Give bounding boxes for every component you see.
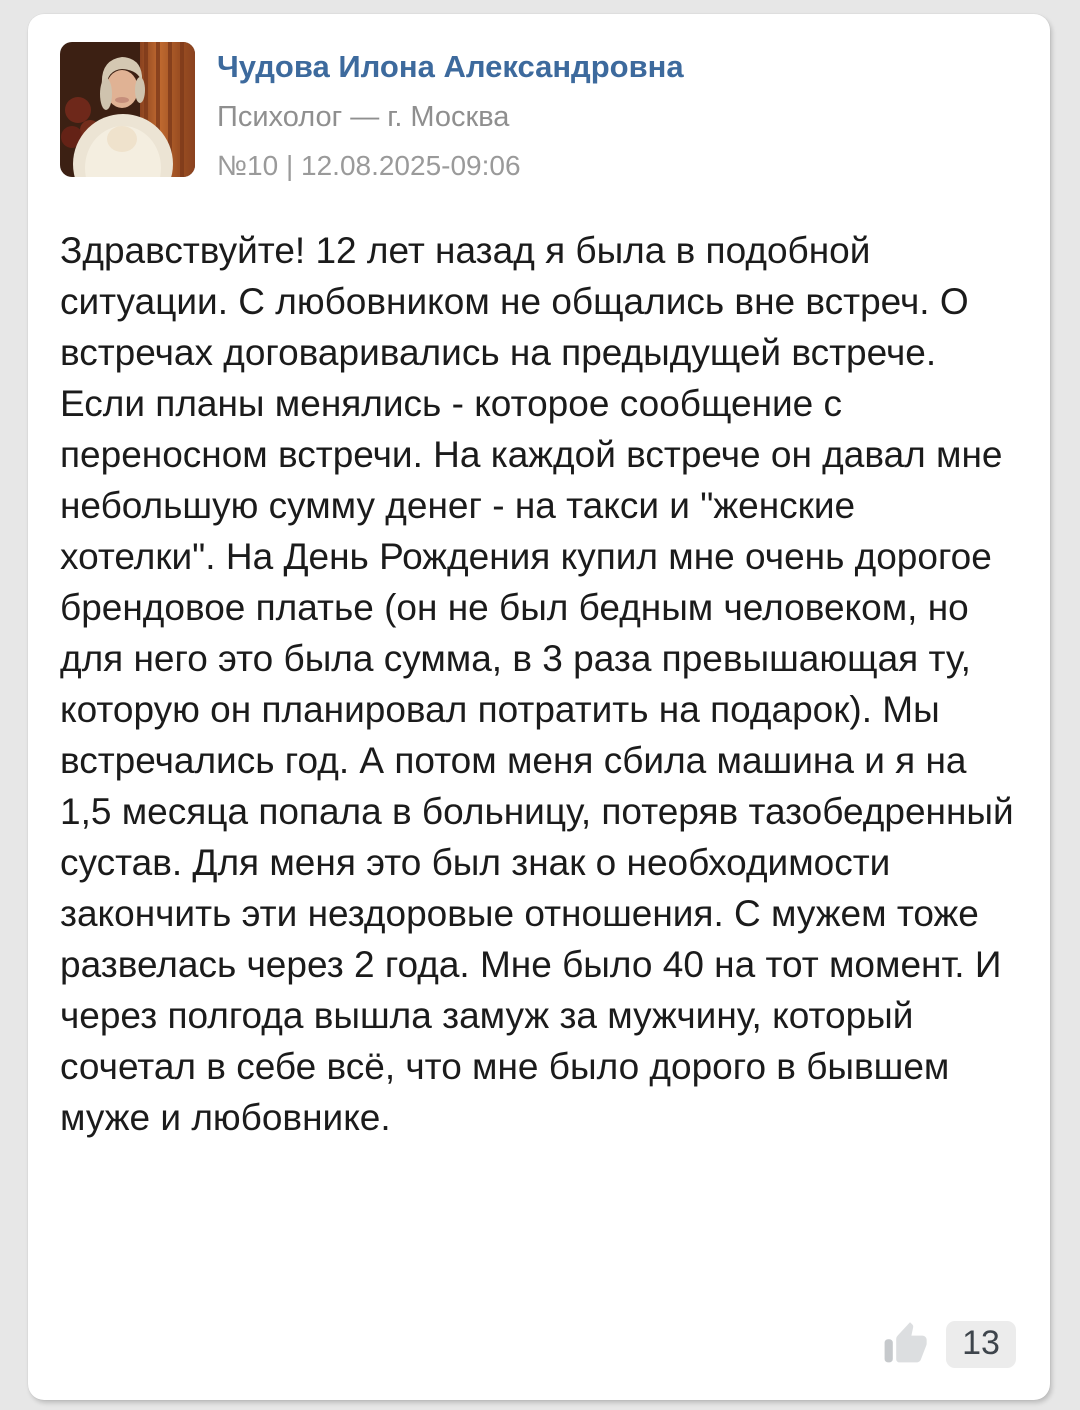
avatar-photo-icon: [60, 42, 195, 177]
author-role: Психолог — г. Москва: [217, 101, 510, 134]
thumbs-up-icon[interactable]: [883, 1320, 931, 1368]
comment-text: Здравствуйте! 12 лет назад я была в подобной ситуации. С любовником не общались вне встреч. О встречах договаривались на предыдущей встрече. Если планы менялись - которое сообщение с переносном встречи. На каждой встрече он давал мне небольшую сумму денег - на такси и "женские хотелки". На День Рождения купил мне очень дорогое брендовое платье (он не был бедным человеком, но для него это была сумма, в 3 раза превышающая ту, которую он планировал потратить на подарок). Мы встречались год. А потом меня сбила машина и я на 1,5 месяца попала в больницу, потеряв тазобедренный сустав. Для меня это был знак о необходимости закончить эти нездоровые отношения. С мужем тоже развелась через 2 года. Мне было 40 на тот момент. И через полгода вышла замуж за мужчину, который сочетал в себе всё, что мне было дорого в бывшем муже и любовнике.: [60, 229, 1014, 1138]
like-count-badge[interactable]: 13: [946, 1321, 1016, 1368]
author-info: [217, 42, 684, 183]
author-avatar[interactable]: [60, 42, 195, 177]
comment-card: [28, 14, 1050, 1400]
comment-number-date: №10 | 12.08.2025-09:06: [217, 149, 521, 181]
comment-footer: [60, 1320, 1020, 1374]
author-name-link[interactable]: Чудова Илона Александровна: [217, 49, 684, 84]
comment-header: [60, 42, 1020, 183]
